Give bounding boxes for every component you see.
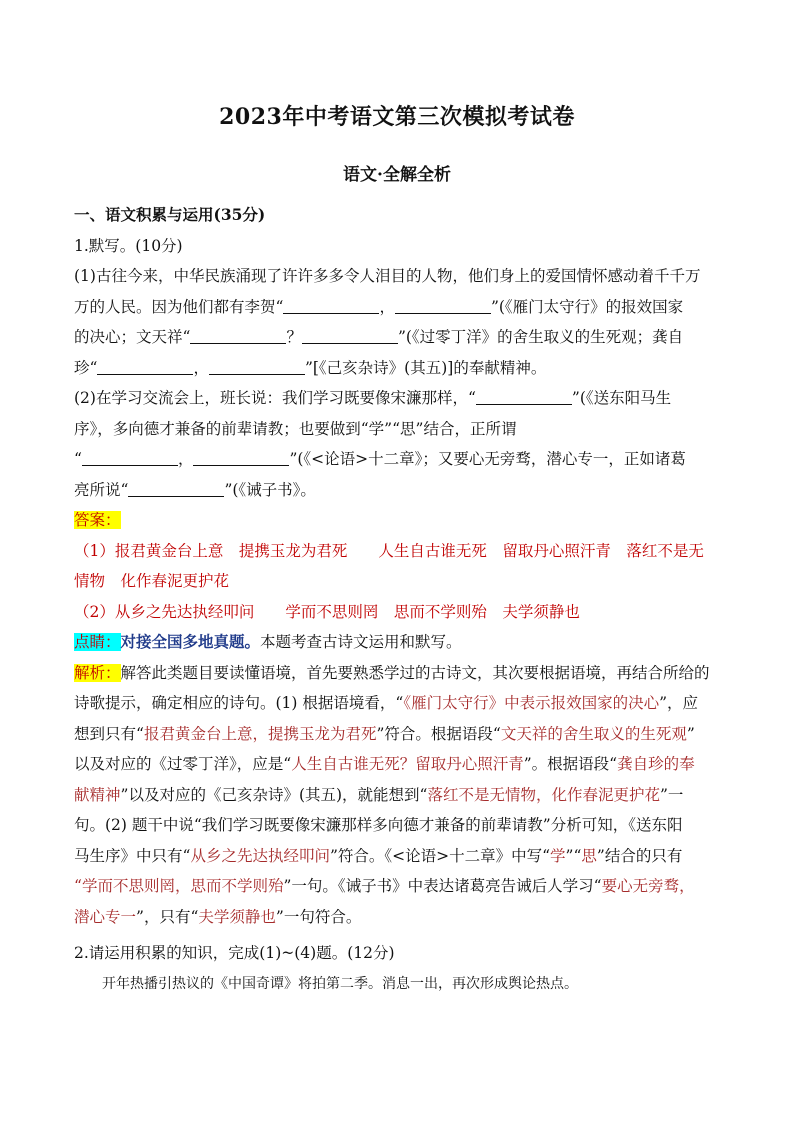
analysis-line9 (74, 902, 722, 933)
tip-bold: 对接全国多地真题。 (120, 632, 261, 651)
blank-line (476, 388, 572, 405)
question-2-passage: 开年热播引热议的《中国奇谭》将拍第二季。消息一出，再次形成舆论热点。 (102, 975, 578, 992)
analysis-line5 (74, 780, 722, 811)
page-title: 2023年中考语文第三次模拟考试卷 (219, 104, 575, 130)
quote-span: 《雁门太守行》中表示报效国家的决心 (403, 694, 660, 712)
text-span: ， (193, 358, 209, 377)
text-span: ”结合的只有 (596, 846, 683, 865)
quote-span: 潜心专一 (74, 907, 137, 926)
q1-part1-line2 (74, 292, 722, 323)
quote-span: 夫学须静也 (198, 907, 276, 926)
quote-span: 学 (550, 846, 566, 865)
analysis-line1 (74, 658, 722, 689)
text-span: ”以及对应的《己亥杂诗》(其五)，就能想到“ (120, 785, 428, 804)
q1-part2-line2: 序》，多向德才兼备的前辈请教；也要做到“学”“思”结合，正所谓 (74, 419, 517, 438)
tip-label: 点睛： (74, 633, 121, 651)
text-span: ” (686, 724, 695, 743)
question-2-label: 2.请运用积累的知识，完成(1)~(4)题。(12分) (74, 944, 395, 962)
blank-line (302, 327, 398, 344)
blank-line (82, 449, 178, 466)
text-span: ”符合。根据语段“ (376, 724, 501, 743)
quote-span: 要心无旁骛， (601, 877, 695, 895)
q1-part2-line4 (74, 475, 722, 506)
text-span: ”[《己亥杂诗》(其五)]的奉献精神。 (304, 358, 547, 377)
quote-span: 献精神 (74, 785, 121, 804)
text-span: 万的人民。因为他们都有李贺“ (74, 297, 284, 316)
analysis-label: 解析： (74, 663, 121, 682)
quote-span: 思 (581, 846, 597, 865)
text-span: 马生序》中只有“ (74, 846, 191, 865)
q1-part2-line3 (74, 444, 722, 475)
text-span: ”(《过零丁洋》的舍生取义的生死观；龚自 (397, 328, 684, 346)
text-span: ”(《雁门太守行》的报效国家 (490, 297, 684, 316)
q1-part2-line1 (74, 383, 722, 414)
tip-line (74, 627, 722, 658)
text-span: 珍“ (74, 358, 98, 377)
text-span: ， (177, 450, 194, 468)
text-span: ”，应 (659, 694, 699, 712)
q1-part1-line4 (74, 353, 722, 384)
text-span: (2)在学习交流会上，班长说：我们学习既要像宋濂那样，“ (74, 389, 476, 407)
analysis-line6: 句。(2) 题干中说“我们学习既要像宋濂那样多向德才兼备的前辈请教”分析可知，《送东阳 (74, 816, 683, 834)
analysis-line8 (74, 871, 722, 902)
text-span: “ (74, 450, 82, 468)
quote-span: 学而不思则罔，思而不学则殆 (81, 877, 284, 895)
text-span: ”“ (565, 846, 582, 865)
quote-span: 从乡之先达执经叩问 (190, 846, 330, 865)
q1-part1-line1: (1)古往今来，中华民族涌现了许许多多令人泪目的人物，他们身上的爱国情怀感动着千千万 (74, 267, 701, 285)
text-span: ”(《诫子书》。 (224, 480, 316, 499)
blank-line (283, 297, 379, 314)
text-span: ”一句。《诫子书》中表达诸葛亮告诫后人学习“ (283, 877, 602, 895)
text-span: 想到只有“ (74, 724, 144, 743)
text-span: ”。根据语段“ (523, 755, 618, 773)
answer-label-line (74, 505, 722, 536)
text-span: ”一 (659, 785, 684, 804)
text-span: ”一句符合。 (275, 907, 362, 926)
tip-rest: 本题考查古诗文运用和默写。 (260, 633, 462, 651)
quote-span: 报君黄金台上意，提携玉龙为君死 (143, 724, 377, 743)
text-span: 亮所说“ (74, 480, 129, 499)
blank-line (128, 480, 224, 497)
page-subtitle: 语文·全解全析 (343, 165, 451, 185)
quote-span: 落红不是无情物，化作春泥更护花 (427, 785, 660, 804)
analysis-line3 (74, 719, 722, 750)
text-span: ”(《<论语>十二章》；又要心无旁骛，潜心专一，正如诸葛 (289, 450, 686, 468)
quote-span: 文天祥的舍生取义的生死观 (500, 724, 687, 743)
section-heading: 一、语文积累与运用(35分) (74, 205, 266, 224)
answer-1-line1: （1）报君黄金台上意 提携玉龙为君死 人生自古谁无死 留取丹心照汗青 落红不是无 (74, 541, 704, 560)
answer-2: （2）从乡之先达执经叩问 学而不思则罔 思而不学则殆 夫学须静也 (74, 602, 580, 621)
quote-span: 人生自古谁无死？留取丹心照汗青 (291, 755, 524, 773)
text-span: ， (379, 297, 395, 316)
text-span: 以及对应的《过零丁洋》，应是“ (74, 755, 292, 773)
answer-label: 答案： (74, 511, 121, 529)
blank-line (97, 358, 193, 375)
text-span: 诗歌提示，确定相应的诗句。(1) 根据语境看，“ (74, 694, 404, 712)
text-span: ”，只有“ (136, 907, 199, 926)
text-span: ”符合。《<论语>十二章》中写“ (329, 846, 551, 865)
quote-span: 龚自珍的奉 (617, 755, 695, 773)
text-span: 的决心；文天祥“ (74, 328, 191, 346)
text-span: ？ (286, 328, 302, 346)
blank-line (395, 297, 491, 314)
q1-part1-line3 (74, 322, 722, 353)
analysis-line7 (74, 841, 722, 872)
exam-content (74, 200, 722, 999)
analysis-line4 (74, 749, 722, 780)
blank-line (209, 358, 305, 375)
blank-line (190, 327, 286, 344)
text-span: 解答此类题目要读懂语境，首先要熟悉学过的古诗文，其次要根据语境，再结合所给的 (120, 663, 710, 682)
quote-span: “ (74, 877, 82, 895)
analysis-line2 (74, 688, 722, 719)
answer-1-line2: 情物 化作春泥更护花 (74, 572, 230, 590)
blank-line (193, 449, 289, 466)
question-1-label: 1.默写。(10分) (74, 236, 183, 255)
text-span: ”(《送东阳马生 (571, 389, 672, 407)
